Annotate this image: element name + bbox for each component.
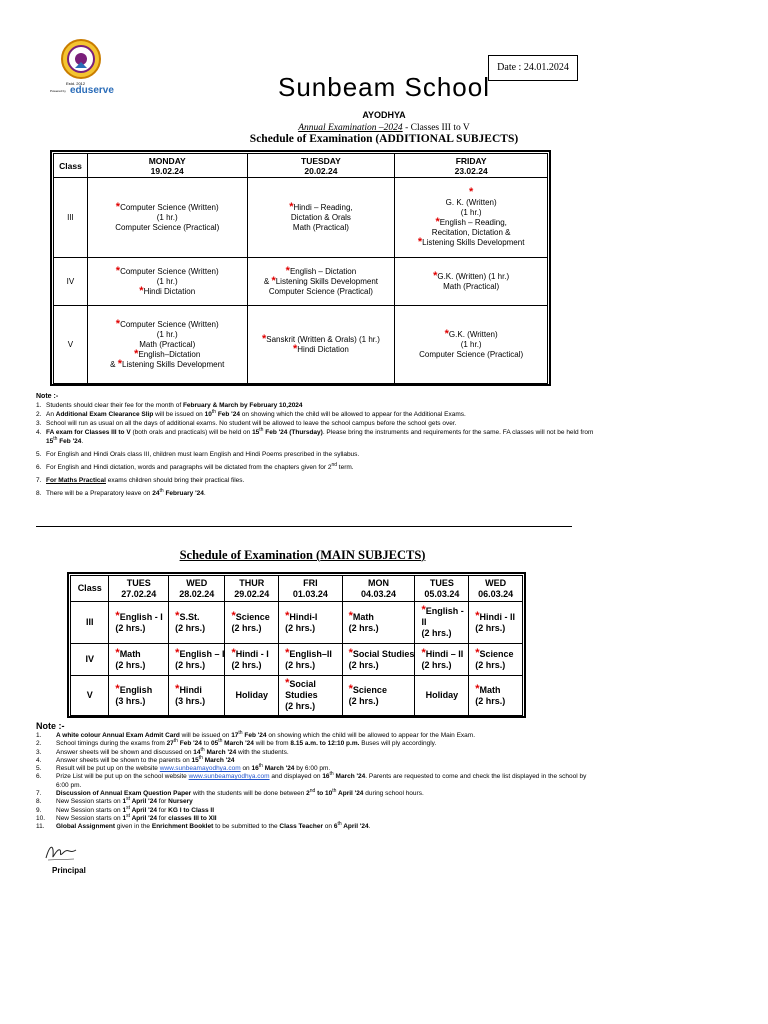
star-icon: * [115,682,120,695]
holiday-cell: Holiday [415,676,469,716]
exam-cell: *Hindi - I (2 hrs.) [225,644,279,676]
note-item: 6. For English and Hindi dictation, words and paragraphs will be dictated from the chapters given for 2nd term. [36,461,354,471]
note-item: 9. New Session starts on 1st April '24 for KG I to Class II [36,804,215,814]
note-item: 4. FA exam for Classes III to V (both orals and practicals) will be held on 15th Feb '24 (Thursday). Please bring the instruments and requirements for the same. FA classes will not be held from 15th Feb '24. [36,426,594,445]
exam-cell: *English (3 hrs.) [109,676,169,716]
col-class: Class [71,576,109,602]
star-icon: * [285,609,290,622]
monday-cell: *Computer Science (Written) (1 hr.) Computer Science (Practical) [87,178,247,258]
star-icon: * [417,235,423,248]
exam-cell: *S.St. (2 hrs.) [169,602,225,644]
exam-cell: *Hindi-I (2 hrs.) [279,602,343,644]
star-icon: * [117,357,123,370]
exam-cell: *Science (2 hrs.) [342,676,415,716]
star-icon: * [293,342,298,355]
star-icon: * [115,646,120,659]
table-row [54,258,548,306]
exam-cell: *English - I (2 hrs.) [109,602,169,644]
star-icon: * [115,609,120,622]
star-icon: * [469,185,474,198]
note-item: 10. New Session starts on 1st April '24 for classes III to XII [36,812,217,822]
header-row [54,154,548,178]
website-link[interactable]: www.sunbeamayodhya.com [188,773,270,781]
class-cell: V [54,306,88,384]
notes-additional [36,392,596,498]
note-item: 2. School timings during the exams from 27th Feb '24 to 05th March '24 will be from 8.15 a.m. to 12:10 p.m. Buses will ply accordingly. [36,738,437,748]
exam-cell: *Social Studies (2 hrs.) [342,644,415,676]
exam-cell: *Hindi – II (2 hrs.) [415,644,469,676]
note-item: 5. Result will be put up on the website www.sunbeamayodhya.com on 16th March '24 by 6:00 pm. [36,763,331,773]
star-icon: * [348,682,353,695]
main-subjects-table [70,575,523,716]
star-icon: * [285,264,290,277]
col-day: FRI 01.03.24 [279,576,343,602]
star-icon: * [475,609,480,622]
note-item: 3. Answer sheets will be shown and discussed on 14th March '24 with the students. [36,746,289,756]
principal-signature [44,840,78,864]
col-day: THUR 29.02.24 [225,576,279,602]
col-day: TUES 27.02.24 [109,576,169,602]
note-item: 7. For Maths Practical exams children should bring their practical files. [36,477,245,484]
class-cell: V [71,676,109,716]
star-icon: * [348,646,353,659]
class-cell: IV [54,258,88,306]
note-item: 8. New Session starts on 1st April '24 for Nursery [36,796,193,806]
class-cell: III [71,602,109,644]
class-cell: IV [71,644,109,676]
star-icon: * [285,677,290,689]
col-class: Class [54,154,88,178]
notes-heading: Note :- [36,393,59,400]
table-row [71,644,523,676]
exam-cell: *Hindi - II (2 hrs.) [469,602,523,644]
tuesday-cell: *English – Dictation & *Listening Skills Development Computer Science (Practical) [247,258,395,306]
header-row [71,576,523,602]
star-icon: * [115,264,121,277]
table-row [71,602,523,644]
schedule-additional-title: Schedule of Examination (ADDITIONAL SUBJECTS) [249,133,519,145]
friday-cell: *G.K. (Written) (1 hr.) Math (Practical) [395,258,548,306]
exam-cell: *Science (2 hrs.) [469,644,523,676]
star-icon: * [231,646,236,659]
note-item: 8. There will be a Preparatory leave on 24th February '24. [36,487,206,497]
note-item: 4. Answer sheets will be shown to the parents on 15th March '24 [36,754,235,764]
star-icon: * [435,215,440,228]
star-icon: * [231,609,236,622]
exam-cell: *Hindi (3 hrs.) [169,676,225,716]
note-item: 2. An Additional Exam Clearance Slip will be issued on 10th Feb '24 on showing which the child will be allowed to appear for the Additional Exams. [36,408,466,418]
eduserve-brand: eduserve [70,85,114,96]
star-icon: * [285,646,290,659]
star-icon: * [134,347,139,360]
schedule-main-title: Schedule of Examination (MAIN SUBJECTS) [179,548,426,562]
table-row [71,676,523,716]
note-item: 7. Discussion of Annual Exam Question Paper with the students will be done between 2nd to 10th April '24 during school hours. [36,787,424,798]
col-tuesday: TUESDAY 20.02.24 [247,154,395,178]
principal-label: Principal [52,866,86,875]
star-icon: * [421,604,426,616]
friday-cell: *G.K. (Written) (1 hr.) Computer Science (Practical) [395,306,548,384]
tuesday-cell: *Hindi – Reading, Dictation & Orals Math (Practical) [247,178,395,258]
star-icon: * [175,646,180,659]
star-icon: * [348,609,353,622]
exam-subtitle [0,123,768,133]
star-icon: * [261,332,267,345]
star-icon: * [271,274,276,287]
star-icon: * [475,682,480,695]
col-friday: FRIDAY 23.02.24 [395,154,548,178]
star-icon: * [139,284,144,297]
section-divider [36,526,572,527]
note-item: 1. A white colour Annual Exam Admit Card will be issued on 17th Feb '24 on showing which the child will be allowed to appear for the Main Exam. [36,729,476,739]
star-icon: * [175,609,180,622]
exam-cell: *Social Studies (2 hrs.) [279,676,343,716]
monday-cell: *Computer Science (Written) (1 hr.) Math (Practical) *English–Dictation & *Listening Skills Development [87,306,247,384]
col-day: TUES 05.03.24 [415,576,469,602]
note-item: 5. For English and Hindi Orals class III, children must learn English and Hindi Poems prescribed in the syllabus. [36,451,360,458]
note-item: 6. Prize List will be put up on the school website www.sunbeamayodhya.com and displayed on 16th March '24. Parents are requested to come and check the list displayed in the school by 6:00 pm. [36,771,587,789]
col-monday: MONDAY 19.02.24 [87,154,247,178]
powered-by-label: Powered by [50,89,66,93]
exam-cell: *English – I (2 hrs.) [169,644,225,676]
exam-cell: *Math (2 hrs.) [109,644,169,676]
star-icon: * [444,327,449,340]
website-link[interactable]: www.sunbeamayodhya.com [159,765,241,773]
main-subjects-table-frame [67,572,526,718]
exam-cell: *English–II (2 hrs.) [279,644,343,676]
note-item: 11. Global Assignment given in the Enrichment Booklet to be submitted to the Class Teacher on 6th April '24. [36,821,371,831]
table-row [54,178,548,258]
note-item: 3. School will run as usual on all the days of additional exams. No student will be allowed to leave the school campus before the school gets over. [36,420,457,427]
holiday-cell: Holiday [225,676,279,716]
star-icon: * [115,317,121,330]
notes-main [36,721,596,832]
star-icon: * [175,682,180,695]
col-day: WED 28.02.24 [169,576,225,602]
table-row [54,306,548,384]
note-item: 1. Students should clear their fee for the month of February & March by February 10,2024 [36,402,303,409]
friday-cell: * G. K. (Written) (1 hr.) *English – Reading, Recitation, Dictation & *Listening Skills Development [395,178,548,258]
tuesday-cell: *Sanskrit (Written & Orals) (1 hr.) *Hindi Dictation [247,306,395,384]
col-day: WED 06.03.24 [469,576,523,602]
star-icon: * [289,200,294,213]
col-day: MON 04.03.24 [342,576,415,602]
city-name: AYODHYA [362,110,406,120]
exam-subtitle-italic: Annual Examination –2024 [298,123,403,133]
date-box: Date : 24.01.2024 [488,55,578,81]
notes-heading: Note :- [36,721,65,731]
class-cell: III [54,178,88,258]
star-icon: * [115,200,121,213]
star-icon: * [421,646,426,659]
star-icon: * [475,646,480,659]
school-name: Sunbeam School [277,72,491,102]
exam-cell: *English - II (2 hrs.) [415,602,469,644]
additional-subjects-table [53,153,548,384]
exam-cell: *Science (2 hrs.) [225,602,279,644]
exam-cell: *Math (2 hrs.) [342,602,415,644]
exam-subtitle-rest: - Classes III to V [402,123,470,133]
star-icon: * [433,269,438,282]
additional-subjects-table-frame [50,150,551,386]
exam-cell: *Math (2 hrs.) [469,676,523,716]
estd-label: Estd. 2012 [66,81,86,86]
monday-cell: *Computer Science (Written) (1 hr.) *Hindi Dictation [87,258,247,306]
